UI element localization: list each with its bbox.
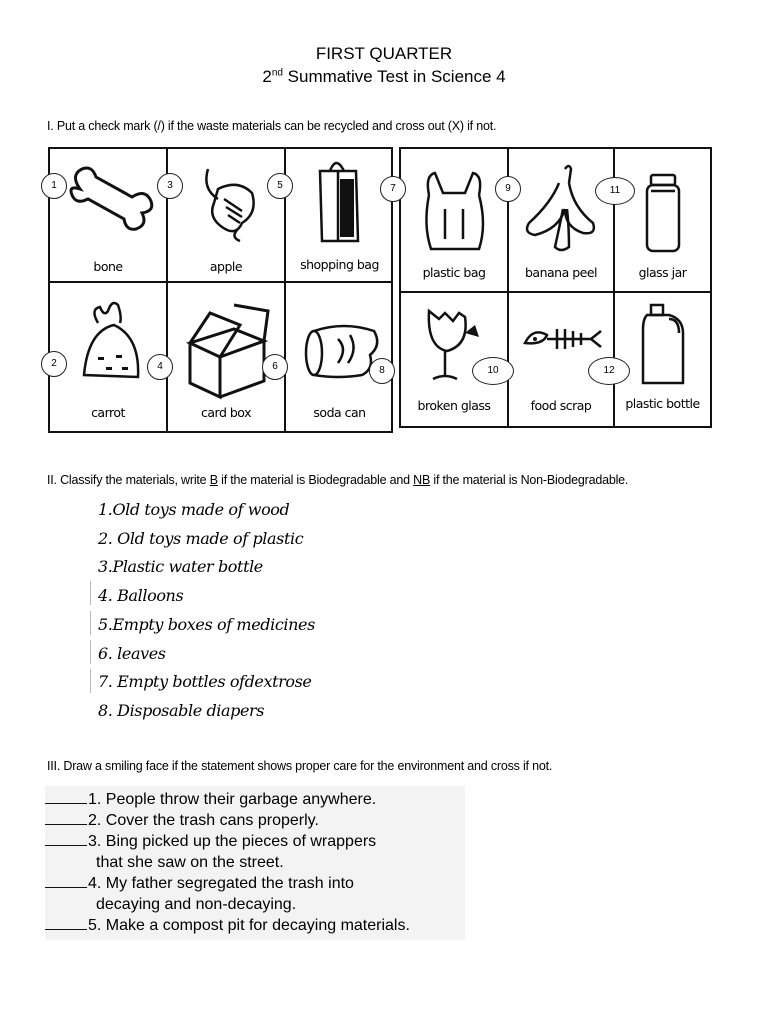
list-item: 4. Balloons <box>98 586 184 605</box>
instruction-text: if the material is Non-Biodegradable. <box>430 473 629 487</box>
soda-can-icon <box>286 283 393 403</box>
item-label: food scrap <box>530 398 592 413</box>
list-item: 8. Disposable diapers <box>98 701 265 720</box>
item-number-5: 5 <box>267 173 293 199</box>
statement-line <box>45 875 354 893</box>
item-label: carrot <box>91 405 125 420</box>
statement-text: 4. My father segregated the trash into <box>88 875 354 892</box>
list-item: 6. leaves <box>98 644 166 663</box>
item-label: glass jar <box>638 265 687 280</box>
answer-blank[interactable] <box>45 887 87 888</box>
item-number-12: 12 <box>588 357 630 385</box>
item-number-7: 7 <box>380 176 406 202</box>
subtitle-superscript: nd <box>271 67 283 79</box>
list-item: 1.Old toys made of wood <box>98 500 290 519</box>
cell-plastic-bag <box>401 149 507 291</box>
answer-blank[interactable] <box>45 929 87 930</box>
bone-icon <box>50 149 166 249</box>
cell-apple <box>168 149 284 281</box>
cell-bone <box>50 149 166 281</box>
statement-line <box>45 917 410 935</box>
cell-glass-jar <box>615 149 710 291</box>
item-number-8: 8 <box>369 358 395 384</box>
item-number-2: 2 <box>41 351 67 377</box>
glass-jar-icon <box>615 149 710 259</box>
statement-text: 3. Bing picked up the pieces of wrappers <box>88 833 377 850</box>
instruction-b-code: B <box>209 473 218 487</box>
item-label: shopping bag <box>300 257 379 272</box>
statement-text: 1. People throw their garbage anywhere. <box>88 791 377 808</box>
cell-banana-peel <box>509 149 613 291</box>
section2-instruction <box>47 473 628 487</box>
item-label: plastic bag <box>422 265 486 280</box>
answer-blank[interactable] <box>45 845 87 846</box>
list-item: 2. Old toys made of plastic <box>98 529 304 548</box>
statement-text: 2. Cover the trash cans properly. <box>88 812 319 829</box>
classify-list <box>90 495 315 721</box>
list-item: 7. Empty bottles ofdextrose <box>98 672 312 691</box>
cell-shopping-bag <box>286 149 393 281</box>
list-item: 5.Empty boxes of medicines <box>98 615 315 634</box>
cell-carrot <box>50 283 166 433</box>
plastic-bottle-icon <box>615 293 710 393</box>
item-label: broken glass <box>417 398 491 413</box>
subtitle-rest: Summative Test in Science 4 <box>282 67 506 86</box>
item-label: banana peel <box>524 265 598 280</box>
item-number-11: 11 <box>595 177 635 205</box>
cell-plastic-bottle <box>615 293 710 426</box>
statement-line-continued: that she saw on the street. <box>96 854 284 871</box>
banana-peel-icon <box>509 149 613 259</box>
statement-list <box>45 786 465 940</box>
answer-blank[interactable] <box>45 824 87 825</box>
shopping-bag-icon <box>286 149 393 249</box>
page-title: FIRST QUARTER <box>315 44 453 63</box>
instruction-text: if the material is Biodegradable and <box>217 473 414 487</box>
instruction-nb-code: NB <box>413 473 431 487</box>
statement-line <box>45 791 376 809</box>
plastic-bag-icon <box>401 149 507 259</box>
item-number-3: 3 <box>157 173 183 199</box>
answer-blank[interactable] <box>45 803 87 804</box>
right-picture-grid <box>399 147 712 428</box>
section3-instruction: III. Draw a smiling face if the statement shows proper care for the environment and cross if not. <box>47 759 553 773</box>
item-label: apple <box>209 259 243 274</box>
item-label: bone <box>93 259 123 274</box>
statement-line <box>45 812 319 830</box>
list-item: 3.Plastic water bottle <box>98 557 263 576</box>
item-number-9: 9 <box>495 176 521 202</box>
statement-line-continued: decaying and non-decaying. <box>96 896 297 913</box>
box-icon <box>168 283 284 403</box>
statement-line <box>45 833 376 851</box>
item-number-6: 6 <box>262 354 288 380</box>
statement-text: 5. Make a compost pit for decaying materials. <box>88 917 410 934</box>
item-number-1: 1 <box>41 173 67 199</box>
page-subtitle <box>0 67 768 87</box>
instruction-text: II. Classify the materials, write <box>47 473 210 487</box>
item-label: plastic bottle <box>625 396 700 411</box>
apple-core-icon <box>168 149 284 249</box>
item-number-4: 4 <box>147 354 173 380</box>
item-label: card box <box>201 405 251 420</box>
item-number-10: 10 <box>472 357 514 385</box>
section1-instruction: I. Put a check mark (/) if the waste materials can be recycled and cross out (X) if not. <box>47 119 497 133</box>
left-picture-grid <box>48 147 393 433</box>
subtitle-prefix: 2 <box>262 67 272 86</box>
carrot-icon <box>50 283 166 393</box>
item-label: soda can <box>313 405 366 420</box>
